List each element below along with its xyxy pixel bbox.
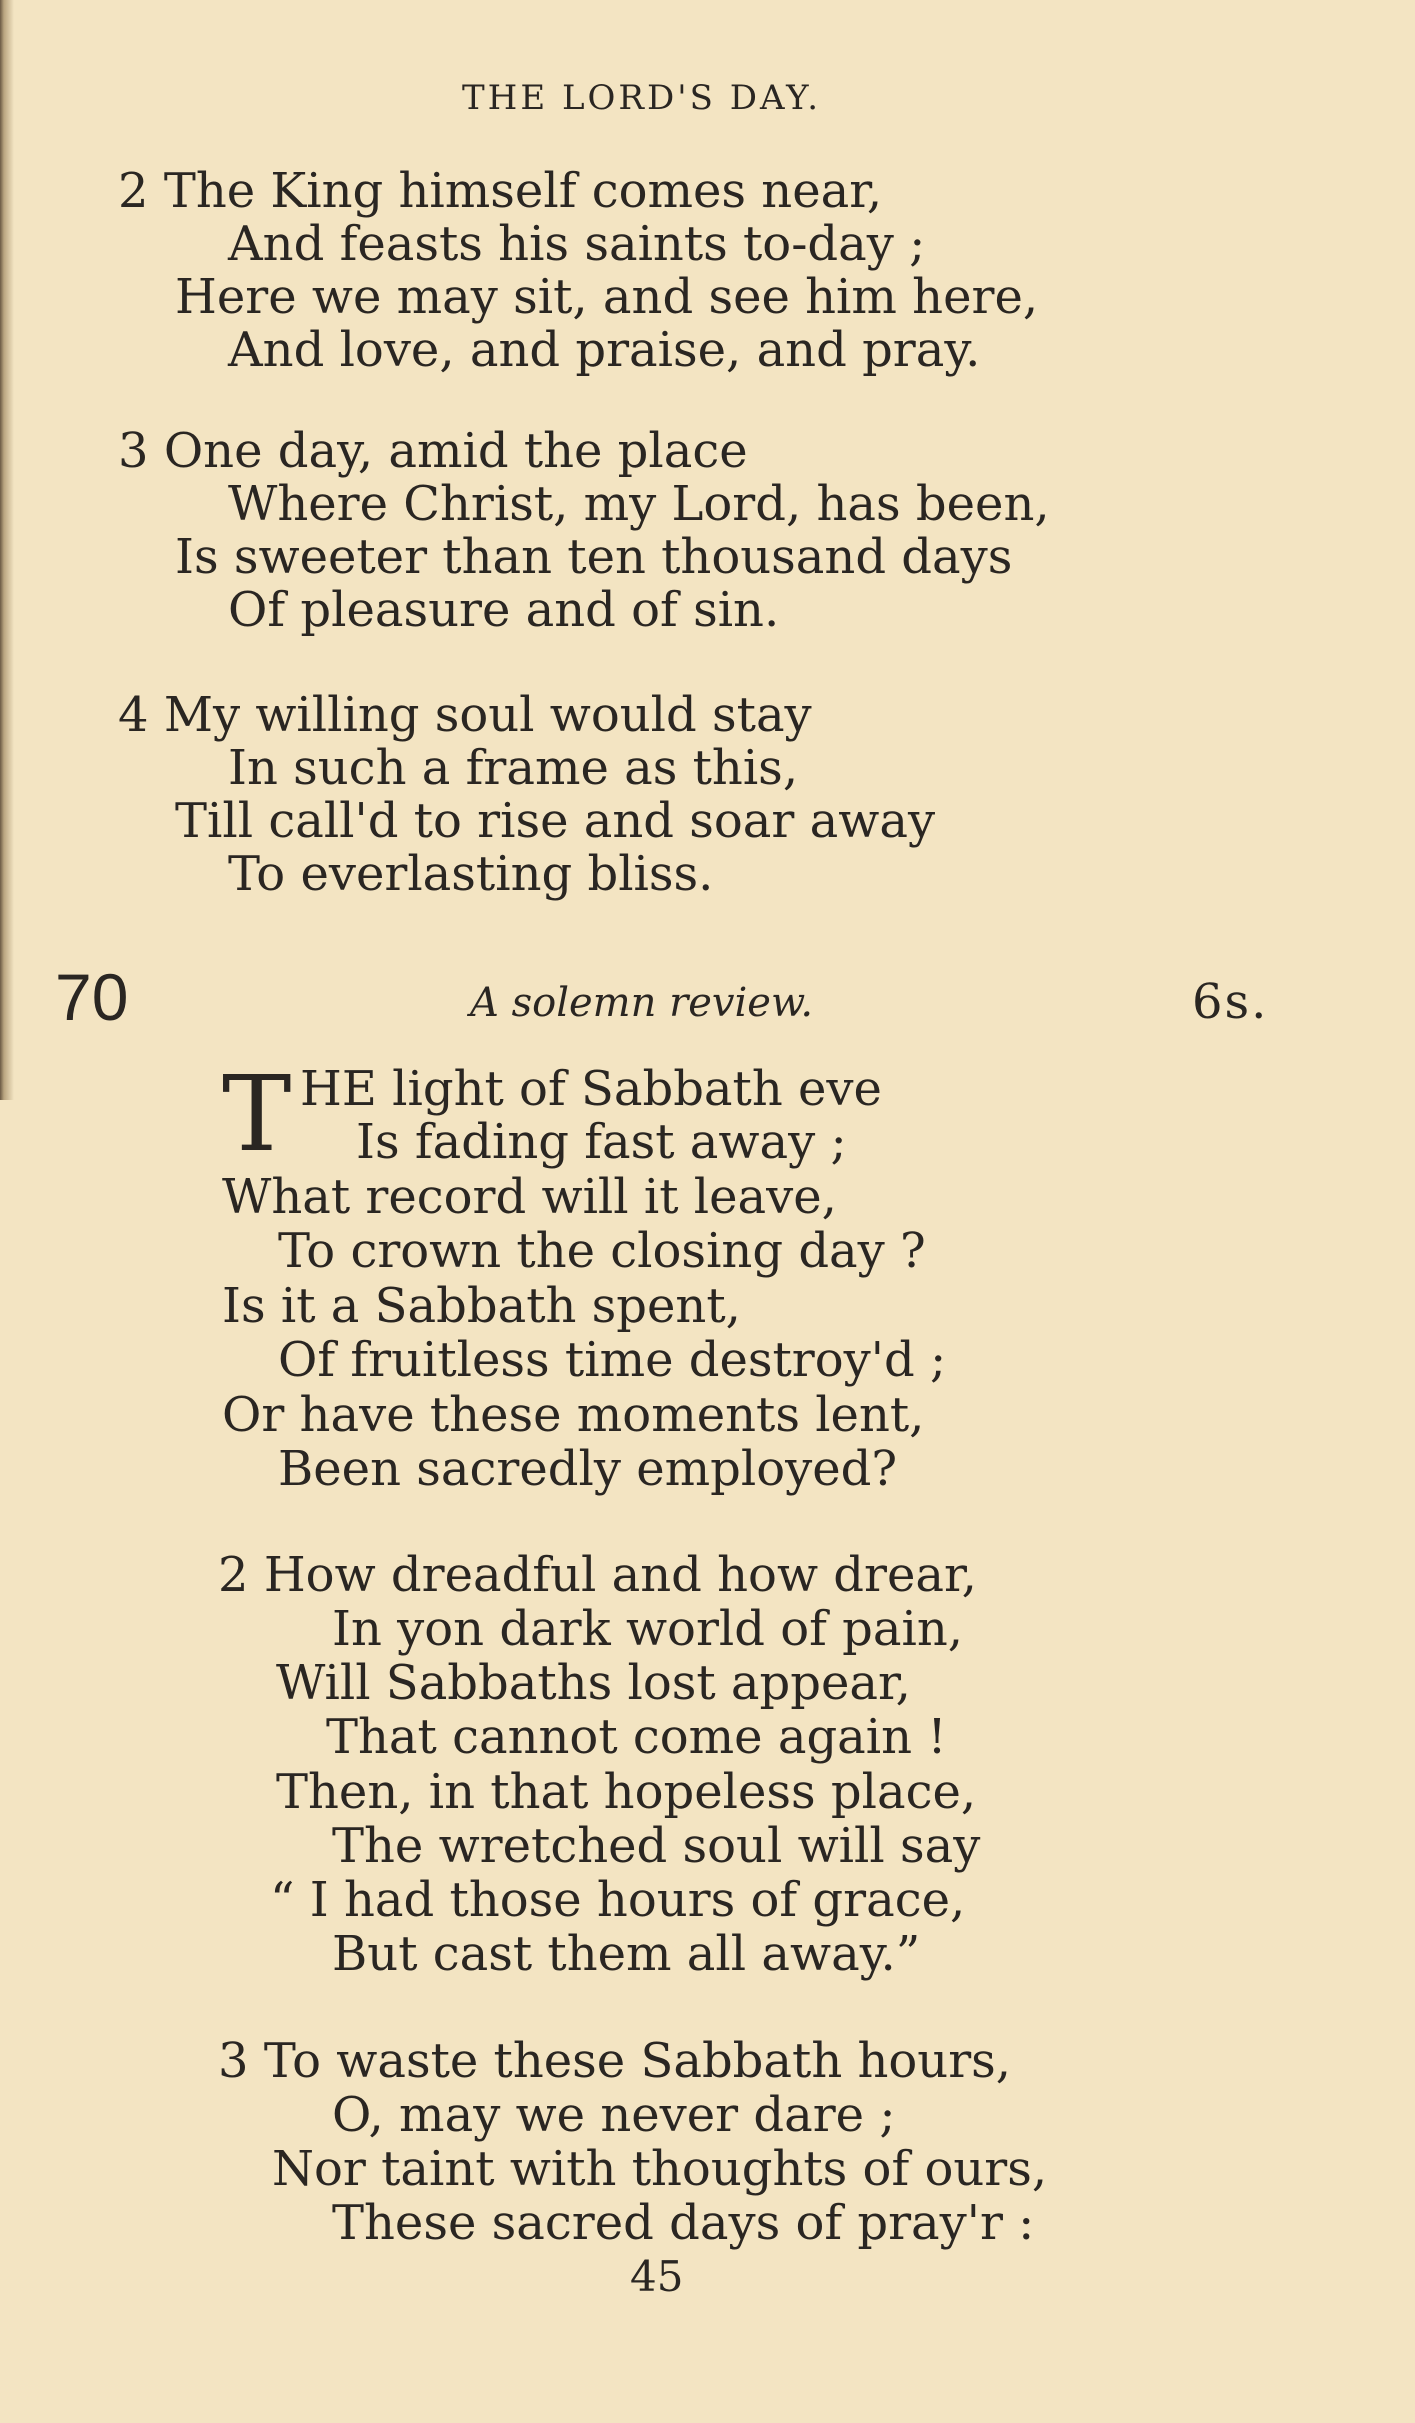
stanza-3-line-4: Of pleasure and of sin. — [228, 582, 780, 638]
stanza-number: 3 — [218, 2033, 249, 2089]
stanza-2-line-1: 2 The King himself comes near, — [118, 163, 883, 219]
hymn-stanza-1-line-5: Is it a Sabbath spent, — [222, 1278, 741, 1334]
hymn-stanza-2-line-4: That cannot come again ! — [326, 1709, 947, 1765]
hymn-title: A solemn review. — [470, 980, 814, 1026]
hymn-stanza-3-line-3: Nor taint with thoughts of ours, — [272, 2141, 1048, 2197]
hymn-stanza-2-line-7: “ I had those hours of grace, — [270, 1872, 966, 1928]
hymn-stanza-2-line-3: Will Sabbaths lost appear, — [276, 1655, 911, 1711]
hymn-stanza-2-line-1: 2 How dreadful and how drear, — [218, 1547, 977, 1603]
hymn-stanza-1-line-6: Of fruitless time destroy'd ; — [278, 1332, 947, 1388]
stanza-4-line-3: Till call'd to rise and soar away — [175, 793, 936, 849]
page-number: 45 — [630, 2252, 684, 2301]
stanza-3-line-3: Is sweeter than ten thousand days — [175, 529, 1013, 585]
stanza-3-line-1: 3 One day, amid the place — [118, 423, 748, 479]
running-header: THE LORD'S DAY. — [462, 78, 822, 118]
hymn-stanza-2-line-5: Then, in that hopeless place, — [276, 1764, 977, 1820]
stanza-2-line-4: And love, and praise, and pray. — [228, 322, 981, 378]
hymn-stanza-1-line-8: Been sacredly employed? — [278, 1441, 898, 1497]
hymn-stanza-3-line-4: These sacred days of pray'r : — [332, 2195, 1035, 2251]
stanza-4-line-1: 4 My willing soul would stay — [118, 687, 812, 743]
hymn-stanza-1-line-4: To crown the closing day ? — [278, 1223, 926, 1279]
stanza-number: 2 — [118, 163, 149, 219]
hymn-stanza-1-line-3: What record will it leave, — [222, 1169, 837, 1225]
hymn-stanza-2-line-2: In yon dark world of pain, — [332, 1601, 964, 1657]
hymn-stanza-2-line-6: The wretched soul will say — [332, 1818, 981, 1874]
stanza-3-line-2: Where Christ, my Lord, has been, — [228, 476, 1050, 532]
stanza-number: 3 — [118, 423, 149, 479]
hymn-number: 70 — [55, 960, 129, 1034]
stanza-4-line-4: To everlasting bliss. — [228, 846, 714, 902]
hymn-stanza-1-line-2: Is fading fast away ; — [356, 1114, 847, 1170]
hymn-stanza-2-line-8: But cast them all away.” — [332, 1926, 921, 1982]
stanza-2-line-2: And feasts his saints to-day ; — [228, 216, 926, 272]
hymn-stanza-1-line-7: Or have these moments lent, — [222, 1387, 925, 1443]
hymn-stanza-3-line-2: O, may we never dare ; — [332, 2087, 896, 2143]
hymn-meter: 6s. — [1192, 974, 1269, 1030]
page-edge-shadow — [0, 0, 14, 1100]
stanza-number: 2 — [218, 1547, 249, 1603]
stanza-2-line-3: Here we may sit, and see him here, — [175, 269, 1039, 325]
stanza-4-line-2: In such a frame as this, — [228, 740, 799, 796]
hymn-stanza-1-line-1: HE light of Sabbath eve — [300, 1061, 882, 1117]
stanza-number: 4 — [118, 687, 149, 743]
drop-cap: T — [222, 1053, 292, 1175]
hymn-stanza-3-line-1: 3 To waste these Sabbath hours, — [218, 2033, 1012, 2089]
